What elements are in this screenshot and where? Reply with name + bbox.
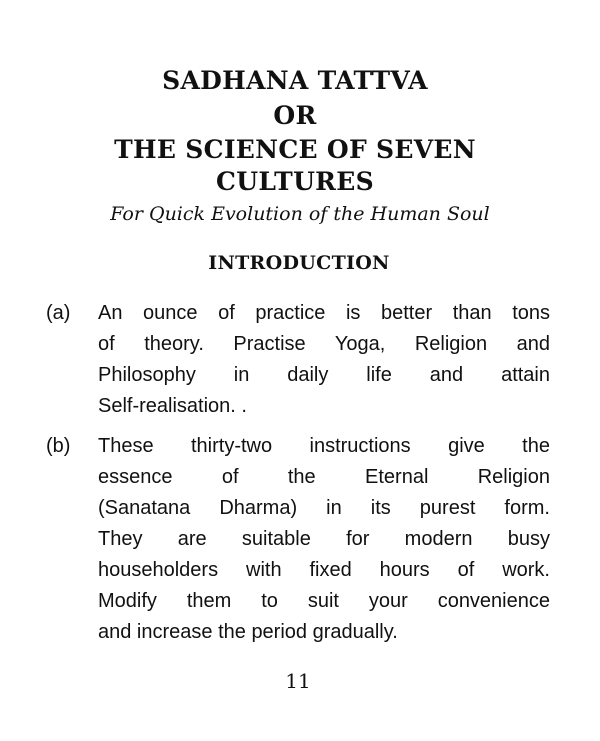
- list-item-marker: (a): [46, 302, 71, 324]
- title-line-3: THE SCIENCE OF SEVEN: [114, 135, 476, 164]
- title-line-2: OR: [273, 101, 317, 130]
- list-item-line: (Sanatana Dharma) in its purest form.: [98, 497, 550, 519]
- list-item-line: These thirty-two instructions give the: [98, 435, 550, 457]
- title-line-1: SADHANA TATTVA: [162, 66, 428, 95]
- list-item-line: householders with fixed hours of work.: [98, 559, 550, 581]
- list-item-line: An ounce of practice is better than tons: [98, 302, 550, 324]
- list-item-line: and increase the period gradually.: [98, 621, 398, 643]
- list-item-line: They are suitable for modern busy: [98, 528, 550, 550]
- list-item-line: essence of the Eternal Religion: [98, 466, 550, 488]
- list-item-line: Philosophy in daily life and attain: [98, 364, 550, 386]
- section-heading: INTRODUCTION: [208, 252, 390, 274]
- list-item-line: Modify them to suit your convenience: [98, 590, 550, 612]
- list-item-line: Self-realisation. .: [98, 395, 247, 417]
- list-item-line: of theory. Practise Yoga, Religion and: [98, 333, 550, 355]
- title-line-4: CULTURES: [216, 167, 374, 196]
- subtitle: For Quick Evolution of the Human Soul: [110, 203, 490, 225]
- page-number: 11: [285, 669, 311, 693]
- list-item-marker: (b): [46, 435, 71, 457]
